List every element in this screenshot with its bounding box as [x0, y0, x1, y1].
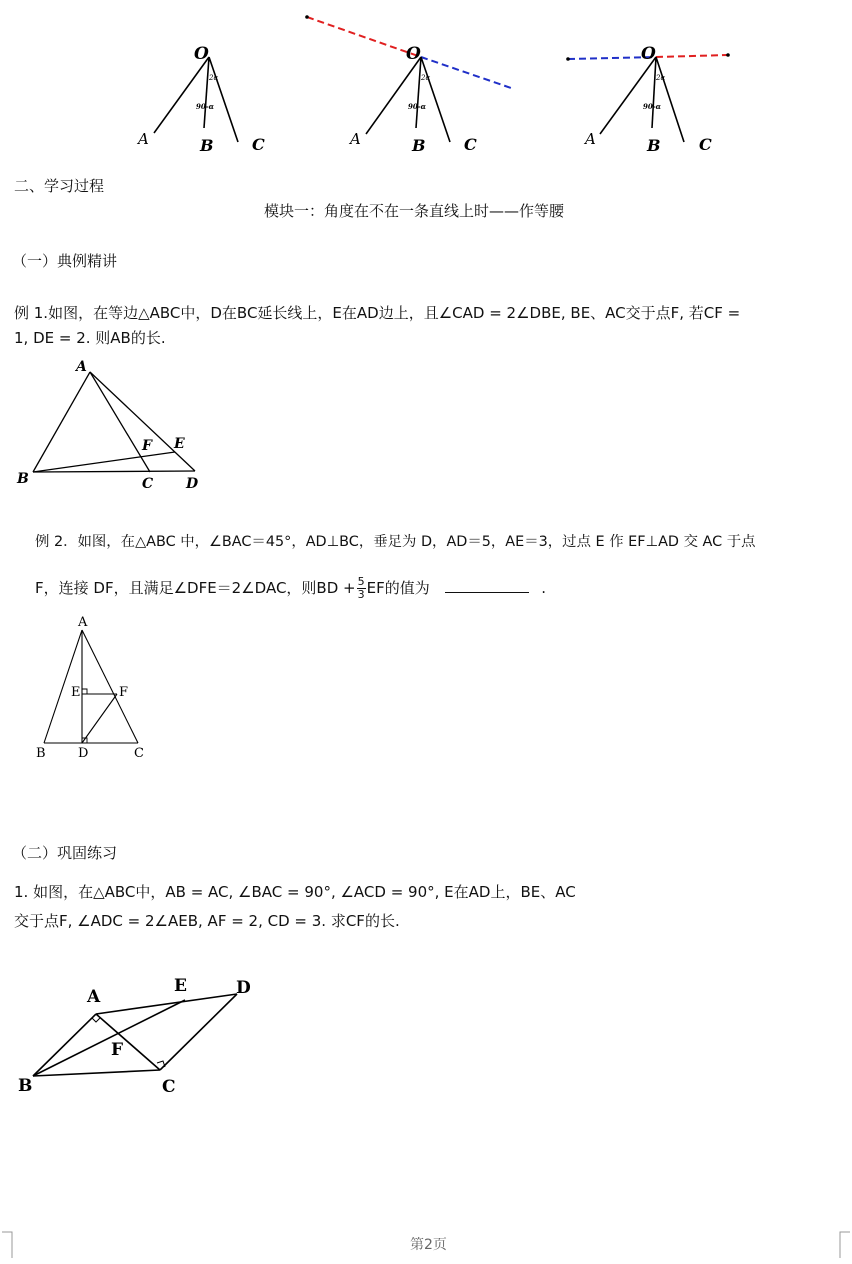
- label-F: F: [142, 438, 152, 454]
- angle-figure-2: [305, 15, 514, 155]
- angle-label-small: 2α: [209, 74, 219, 82]
- label-F: F: [119, 685, 129, 700]
- label-C: C: [252, 135, 265, 154]
- practice1-figure: [10, 970, 270, 1100]
- label-A: A: [138, 130, 149, 148]
- example2-line2-text-b: EF的值为: [366, 579, 430, 597]
- label-A: A: [350, 130, 361, 148]
- example2-line1: 例 2．如图，在△ABC 中，∠BAC＝45°，AD⊥BC，垂足为 D，AD＝5，AE＝3，过点 E 作 EF⊥AD 交 AC 于点: [35, 534, 756, 550]
- angle-figure-1: [136, 44, 265, 155]
- example1-figure: [10, 355, 210, 495]
- part2-title: （二）巩固练习: [12, 844, 118, 862]
- example1-line2: 1, DE = 2. 则AB的长.: [14, 329, 166, 347]
- label-E: E: [71, 685, 81, 700]
- section-title: 二、学习过程: [14, 177, 105, 195]
- label-D: D: [78, 746, 89, 761]
- label-B: B: [36, 746, 46, 761]
- page-number: 第2页: [410, 1237, 447, 1253]
- label-A: A: [78, 615, 88, 630]
- label-D: D: [186, 476, 199, 492]
- label-C: C: [142, 476, 154, 492]
- angle-label-large: 90-α: [408, 102, 427, 111]
- example2-line2: [35, 574, 546, 602]
- practice1-line2: 交于点F, ∠ADC = 2∠AEB, AF = 2, CD = 3. 求CF的长.: [14, 912, 400, 930]
- label-A: A: [76, 359, 87, 375]
- example1-line1: 例 1.如图，在等边△ABC中，D在BC延长线上，E在AD边上，且∠CAD = 2∠DBE, BE、AC交于点F, 若CF =: [14, 304, 741, 322]
- label-B: B: [647, 136, 661, 155]
- part1-title: （一）典例精讲: [12, 252, 118, 270]
- answer-blank[interactable]: [445, 578, 529, 593]
- angle-label-small: 2α: [421, 74, 431, 82]
- label-C: C: [134, 746, 144, 761]
- label-C: C: [162, 1077, 176, 1097]
- angle-label-large: 90-α: [196, 102, 215, 111]
- label-A: A: [585, 130, 596, 148]
- fraction-five-thirds: $\frac{5}{3}$: [357, 575, 365, 601]
- label-A: A: [87, 987, 101, 1007]
- label-F: F: [111, 1040, 124, 1060]
- top-figures: [0, 0, 852, 165]
- label-B: B: [412, 136, 426, 155]
- label-D: D: [236, 978, 251, 998]
- angle-label-large: 90-α: [643, 102, 662, 111]
- angle-figure-3: [566, 44, 730, 155]
- example2-period: .: [541, 579, 547, 597]
- example2-figure: [30, 610, 160, 765]
- label-E: E: [174, 976, 187, 996]
- label-O: O: [641, 44, 656, 64]
- label-B: B: [18, 1076, 33, 1096]
- label-O: O: [406, 44, 421, 64]
- label-B: B: [17, 471, 29, 487]
- angle-label-small: 2α: [656, 74, 666, 82]
- label-B: B: [200, 136, 214, 155]
- label-C: C: [464, 135, 477, 154]
- example2-line2-text-a: F，连接 DF，且满足∠DFE＝2∠DAC，则BD +: [35, 579, 356, 597]
- module-title: 模块一：角度在不在一条直线上时——作等腰: [264, 202, 565, 220]
- practice1-line1: 1. 如图，在△ABC中，AB = AC, ∠BAC = 90°, ∠ACD = 90°, E在AD上，BE、AC: [14, 883, 576, 901]
- label-O: O: [194, 44, 209, 64]
- label-E: E: [174, 436, 185, 452]
- label-C: C: [699, 135, 712, 154]
